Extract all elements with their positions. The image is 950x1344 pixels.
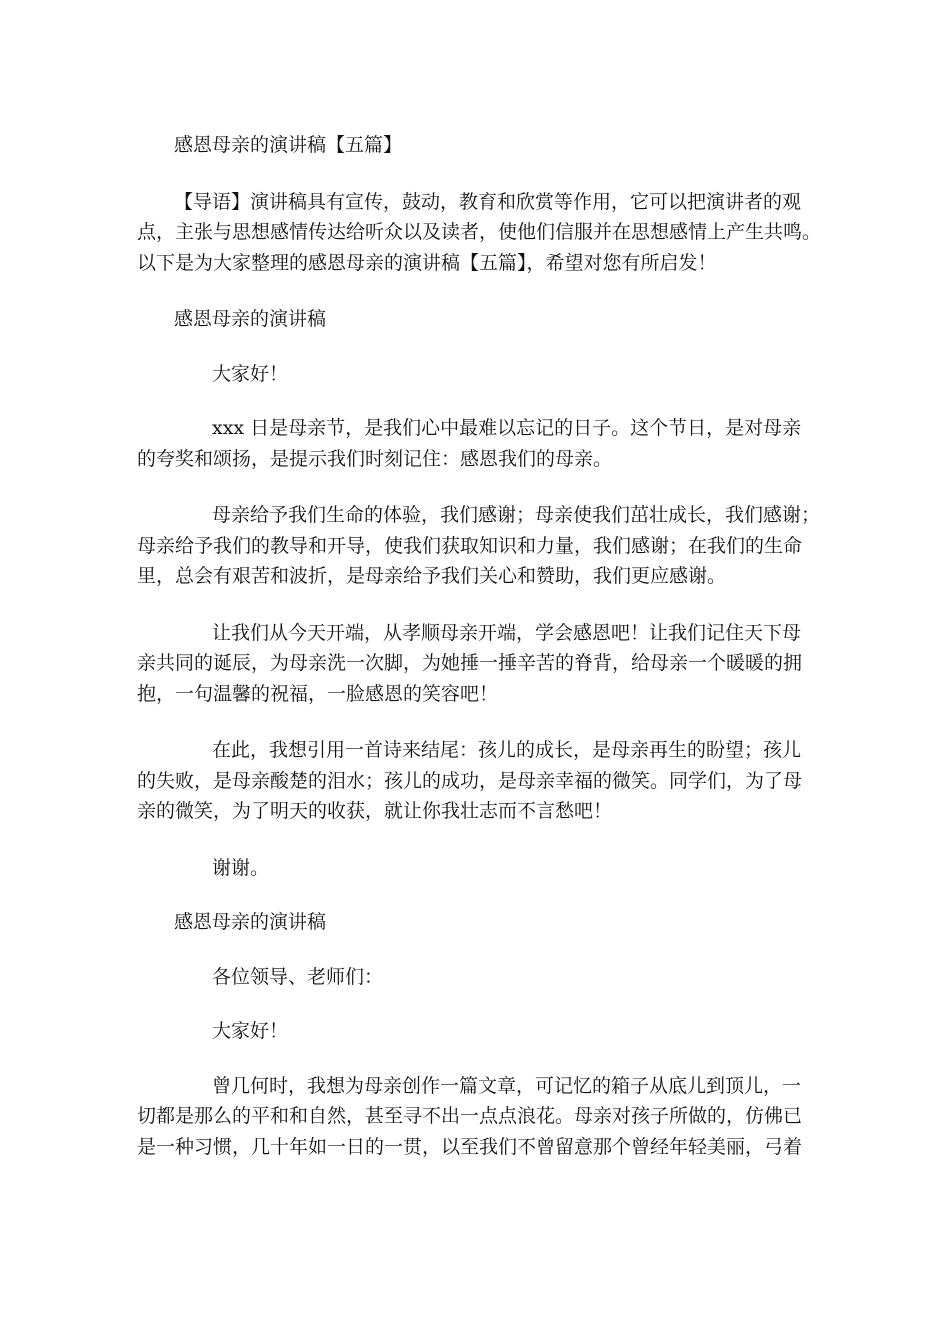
section1-paragraph-3	[137, 618, 814, 710]
paragraph-line: 的失败，是母亲酸楚的泪水；孩儿的成功，是母亲幸福的微笑。同学们，为了母	[137, 769, 803, 792]
section2-heading: 感恩母亲的演讲稿	[174, 911, 327, 933]
intro-paragraph	[137, 187, 822, 279]
section1-greeting: 大家好！	[212, 362, 289, 385]
section2-greeting: 大家好！	[212, 1020, 289, 1042]
section1-closing: 谢谢。	[212, 856, 270, 879]
paragraph-line: 母亲给予我们的教导和开导，使我们获取知识和力量，我们感谢；在我们的生命	[137, 534, 803, 557]
section1-paragraph-4	[137, 735, 814, 827]
paragraph-line: xxx 日是母亲节，是我们心中最难以忘记的日子。这个节日，是对母亲	[212, 417, 802, 439]
paragraph-line: 在此，我想引用一首诗来结尾：孩儿的成长，是母亲再生的盼望；孩儿	[212, 739, 802, 761]
paragraph-line: 是一种习惯，几十年如一日的一贯，以至我们不曾留意那个曾经年轻美丽，弓着	[137, 1135, 803, 1158]
paragraph-line: 切都是那么的平和和自然，甚至寻不出一点点浪花。母亲对孩子所做的，仿佛已	[137, 1105, 803, 1127]
section2-salutation: 各位领导、老师们：	[212, 965, 384, 988]
paragraph-line: 里，总会有艰苦和波折，是母亲给予我们关心和赞助，我们更应感谢。	[137, 565, 727, 587]
paragraph-line: 的夸奖和颂扬，是提示我们时刻记住：感恩我们的母亲。	[137, 447, 613, 470]
paragraph-line: 让我们从今天开端，从孝顺母亲开端，学会感恩吧！让我们记住天下母	[212, 621, 802, 644]
intro-line: 点，主张与思想感情传达给听众以及读者，使他们信服并在思想感情上产生共鸣。	[137, 221, 822, 243]
paragraph-line: 母亲给予我们生命的体验，我们感谢；母亲使我们茁壮成长，我们感谢；	[212, 504, 821, 526]
intro-line: 【导语】演讲稿具有宣传，鼓动，教育和欣赏等作用，它可以把演讲者的观	[174, 190, 802, 213]
section1-heading: 感恩母亲的演讲稿	[174, 308, 327, 330]
paragraph-line: 抱，一句温馨的祝福，一脸感恩的笑容吧！	[137, 682, 499, 705]
document-title: 感恩母亲的演讲稿【五篇】	[174, 134, 403, 156]
section1-paragraph-1	[137, 413, 814, 474]
paragraph-line: 亲的微笑，为了明天的收获，就让你我壮志而不言愁吧！	[137, 800, 613, 822]
section2-paragraph-1	[137, 1071, 814, 1163]
document-page	[137, 130, 822, 1162]
section1-paragraph-2	[137, 500, 821, 592]
intro-line: 以下是为大家整理的感恩母亲的演讲稿【五篇】，希望对您有所启发！	[137, 251, 717, 274]
paragraph-line: 亲共同的诞辰，为母亲洗一次脚，为她捶一捶辛苦的脊背，给母亲一个暖暖的拥	[137, 652, 803, 674]
paragraph-line: 曾几何时，我想为母亲创作一篇文章，可记忆的箱子从底儿到顶儿，一	[212, 1074, 802, 1097]
